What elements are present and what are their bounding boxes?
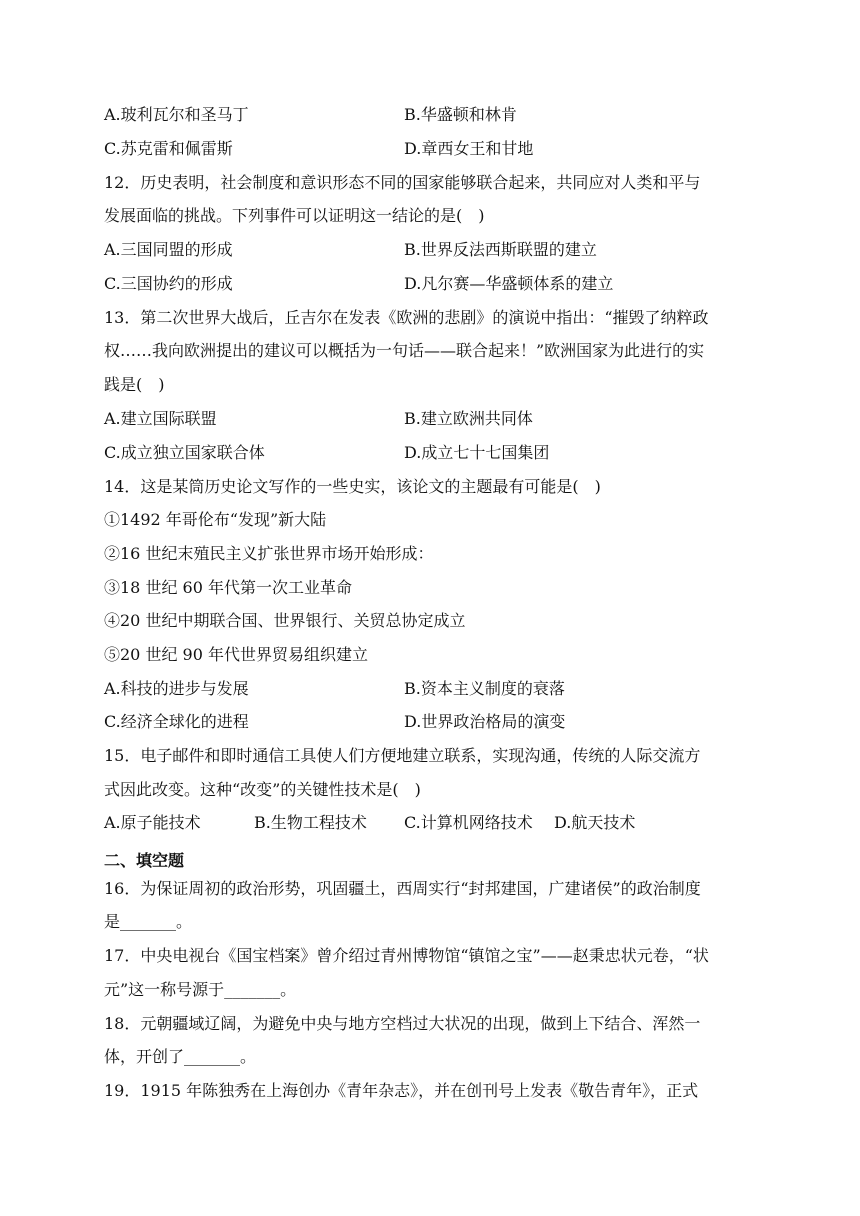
q14-fact-5: ⑤20 世纪 90 年代世界贸易组织建立 [104,645,368,664]
q12-option-b: B.世界反法西斯联盟的建立 [404,240,597,259]
q14-fact-2: ②16 世纪末殖民主义扩张世界市场开始形成： [104,544,434,563]
q13-option-d: D.成立七十七国集团 [404,443,550,462]
q13-stem-line-3: 践是( ) [104,375,165,394]
q15-option-b: B.生物工程技术 [254,813,367,832]
q15-stem-line-2: 式因此改变。这种“改变”的关键性技术是( ) [104,780,421,799]
q14-option-a: A.科技的进步与发展 [104,679,249,698]
q11-options-row-2 [104,138,754,160]
q13-option-c: C.成立独立国家联合体 [104,443,265,462]
q15-option-c: C.计算机网络技术 [404,813,533,832]
q14-fact-4: ④20 世纪中期联合国、世界银行、关贸总协定成立 [104,611,466,630]
q12-option-d: D.凡尔赛—华盛顿体系的建立 [404,274,614,293]
q11-option-d: D.章西女王和甘地 [404,139,534,158]
q14-options-row-2 [104,711,754,733]
q16-stem-line-2: 是_______。 [104,912,193,931]
section-title-fill-in: 二、填空题 [104,851,185,870]
q13-option-a: A.建立国际联盟 [104,409,217,428]
q14-options-row-1 [104,678,754,700]
q17-stem-line-1: 17．中央电视台《国宝档案》曾介绍过青州博物馆“镇馆之宝”——赵秉忠状元卷，“状 [104,946,709,965]
q18-stem-line-1: 18．元朝疆域辽阔，为避免中央与地方空档过大状况的出现，做到上下结合、浑然一 [104,1014,701,1033]
q12-options-row-2 [104,273,754,295]
q13-options-row-1 [104,408,754,430]
q13-options-row-2 [104,442,754,464]
q11-options-row-1 [104,104,754,126]
q15-stem-line-1: 15．电子邮件和即时通信工具使人们方便地建立联系，实现沟通，传统的人际交流方 [104,746,701,765]
q11-option-a: A.玻利瓦尔和圣马丁 [104,105,249,124]
q12-option-a: A.三国同盟的形成 [104,240,233,259]
q12-stem-line-1: 12．历史表明，社会制度和意识形态不同的国家能够联合起来，共同应对人类和平与 [104,173,701,192]
q13-stem-line-1: 13．第二次世界大战后，丘吉尔在发表《欧洲的悲剧》的演说中指出：“摧毁了纳粹政 [104,308,709,327]
q17-stem-line-2: 元”这一称号源于_______。 [104,980,297,999]
q12-options-row-1 [104,239,754,261]
q15-option-d: D.航天技术 [554,813,636,832]
q19-stem-line-1: 19．1915 年陈独秀在上海创办《青年杂志》，并在创刊号上发表《敬告青年》，正式 [104,1081,699,1100]
q14-stem-line-1: 14．这是某筒历史论文写作的一些史实，该论文的主题最有可能是( ) [104,477,601,496]
q11-option-c: C.苏克雷和佩雷斯 [104,139,233,158]
q14-fact-3: ③18 世纪 60 年代第一次工业革命 [104,578,352,597]
q12-option-c: C.三国协约的形成 [104,274,233,293]
q14-option-c: C.经济全球化的进程 [104,712,249,731]
q15-option-a: A.原子能技术 [104,813,201,832]
q18-stem-line-2: 体，开创了_______。 [104,1047,257,1066]
q12-stem-line-2: 发展面临的挑战。下列事件可以证明这一结论的是( ) [104,206,485,225]
q11-option-b: B.华盛顿和林肯 [404,105,517,124]
q13-stem-line-2: 权……我向欧洲提出的建议可以概括为一句话——联合起来！”欧洲国家为此进行的实 [104,341,705,360]
q14-option-d: D.世界政治格局的演变 [404,712,566,731]
q14-option-b: B.资本主义制度的衰落 [404,679,565,698]
q14-fact-1: ①1492 年哥伦布“发现”新大陆 [104,510,327,529]
q13-option-b: B.建立欧洲共同体 [404,409,533,428]
q16-stem-line-1: 16．为保证周初的政治形势，巩固疆土，西周实行“封邦建国，广建诸侯”的政治制度 [104,879,701,898]
